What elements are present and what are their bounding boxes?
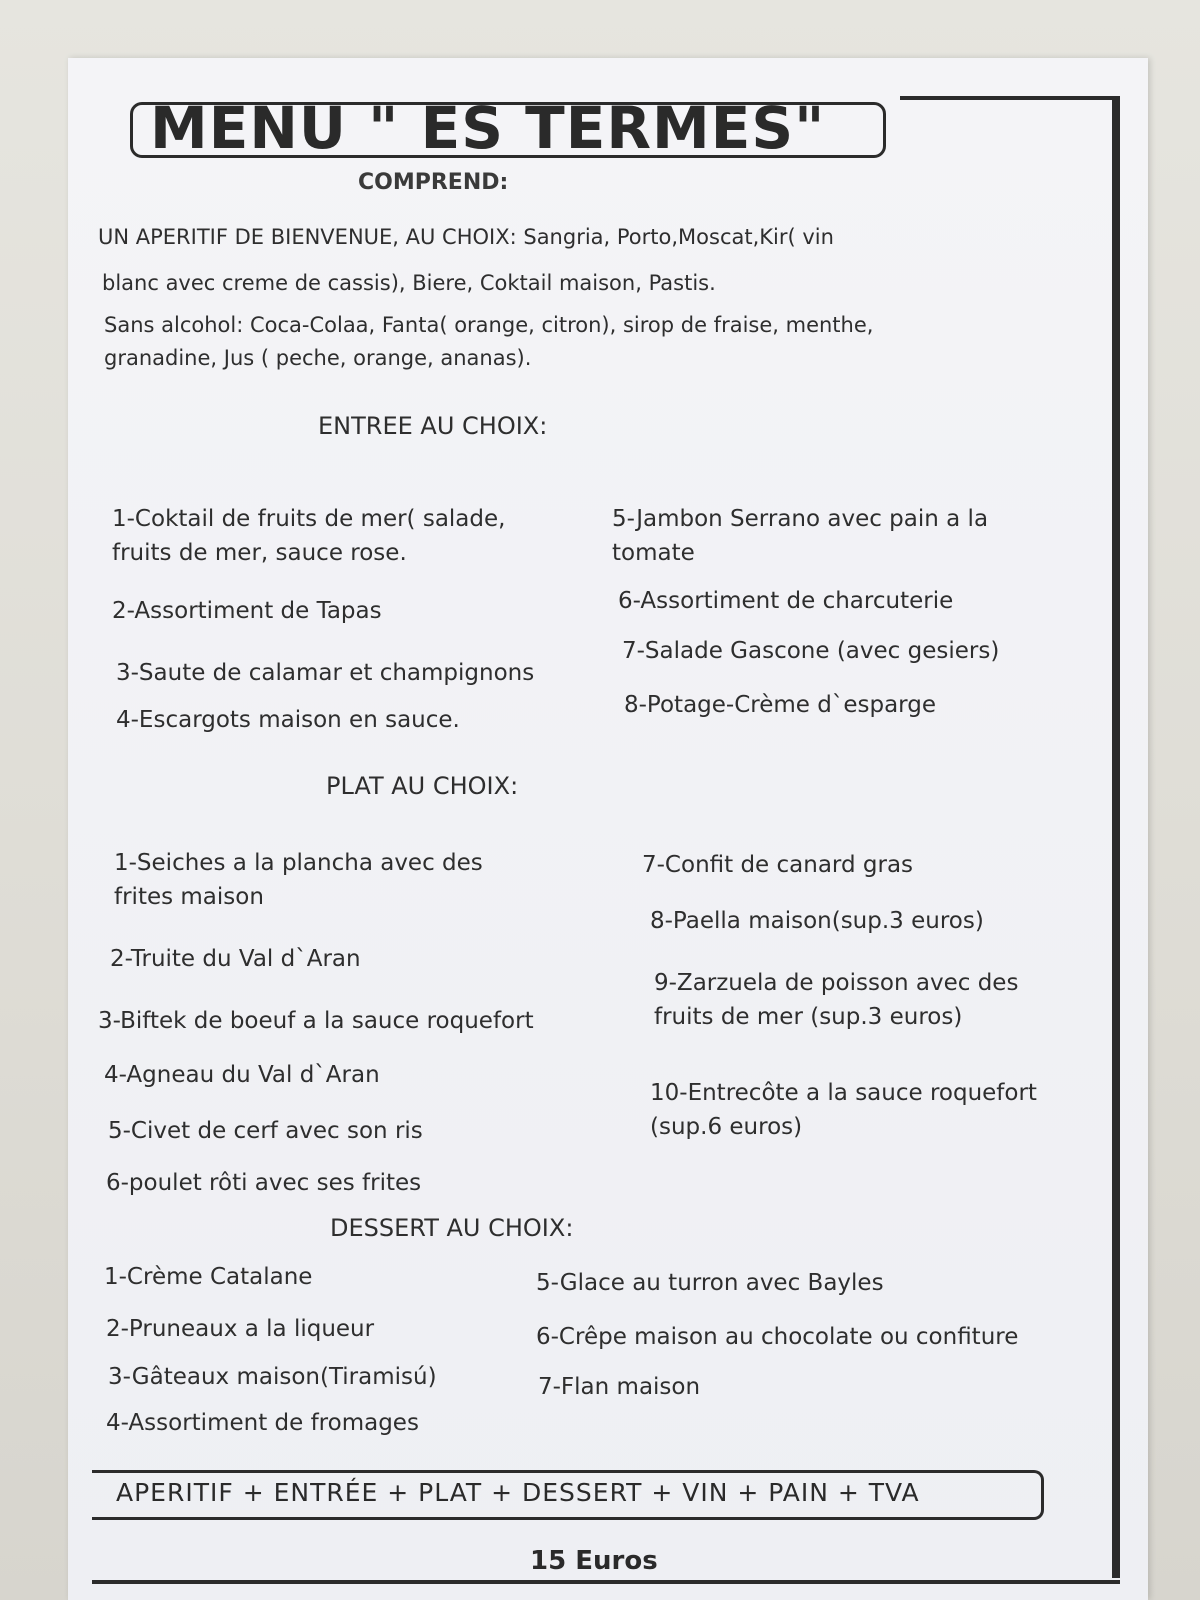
- price-text: 15 Euros: [530, 1546, 658, 1576]
- entree-item-1: [112, 502, 505, 570]
- plat-item-10: [650, 1076, 1037, 1144]
- plat-item-10-line-1: 10-Entrecôte a la sauce roquefort: [650, 1080, 1037, 1106]
- entree-item-6: 6-Assortiment de charcuterie: [618, 588, 954, 614]
- dessert-item-6: 6-Crêpe maison au chocolate ou confiture: [536, 1324, 1019, 1350]
- entree-heading: ENTREE AU CHOIX:: [318, 412, 548, 440]
- frame-border-right: [1112, 98, 1120, 1578]
- plat-item-6: 6-poulet rôti avec ses frites: [106, 1170, 422, 1196]
- aperitif-line-4: granadine, Jus ( peche, orange, ananas).: [104, 346, 532, 370]
- plat-item-1-line-1: 1-Seiches a la plancha avec des: [114, 850, 483, 876]
- plat-item-7: 7-Confit de canard gras: [642, 852, 914, 878]
- menu-subtitle: COMPREND:: [358, 170, 509, 195]
- plat-item-9-line-2: fruits de mer (sup.3 euros): [654, 1004, 963, 1030]
- entree-item-2: 2-Assortiment de Tapas: [112, 598, 382, 624]
- plat-item-4: 4-Agneau du Val d`Aran: [104, 1062, 380, 1088]
- formula-text: APERITIF + ENTRÉE + PLAT + DESSERT + VIN + PAIN + TVA: [116, 1478, 920, 1507]
- plat-item-9-line-1: 9-Zarzuela de poisson avec des: [654, 970, 1019, 996]
- plat-item-5: 5-Civet de cerf avec son ris: [108, 1118, 423, 1144]
- plat-item-1: [114, 846, 483, 914]
- plat-heading: PLAT AU CHOIX:: [326, 772, 519, 800]
- plat-item-1-line-2: frites maison: [114, 884, 264, 910]
- entree-item-1-line-1: 1-Coktail de fruits de mer( salade,: [112, 506, 506, 532]
- plat-item-8: 8-Paella maison(sup.3 euros): [650, 908, 984, 934]
- dessert-item-3: 3-Gâteaux maison(Tiramisú): [108, 1364, 437, 1390]
- menu-title: MENU " ES TERMES": [150, 94, 826, 162]
- plat-item-9: [654, 966, 1018, 1034]
- entree-item-1-line-2: fruits de mer, sauce rose.: [112, 540, 407, 566]
- dessert-heading: DESSERT AU CHOIX:: [330, 1214, 574, 1242]
- plat-item-10-line-2: (sup.6 euros): [650, 1114, 803, 1140]
- entree-item-5: [612, 502, 988, 570]
- entree-item-4: 4-Escargots maison en sauce.: [116, 707, 460, 733]
- dessert-item-1: 1-Crème Catalane: [104, 1264, 313, 1290]
- aperitif-line-3: Sans alcohol: Coca-Colaa, Fanta( orange, citron), sirop de fraise, menthe,: [104, 313, 874, 337]
- plat-item-3: 3-Biftek de boeuf a la sauce roquefort: [98, 1008, 534, 1034]
- dessert-item-5: 5-Glace au turron avec Bayles: [536, 1270, 884, 1296]
- plat-item-2: 2-Truite du Val d`Aran: [110, 946, 361, 972]
- frame-border-top: [900, 96, 1120, 100]
- entree-item-3: 3-Saute de calamar et champignons: [116, 660, 535, 686]
- frame-border-bottom: [92, 1580, 1120, 1584]
- dessert-item-7: 7-Flan maison: [538, 1374, 701, 1400]
- dessert-item-4: 4-Assortiment de fromages: [106, 1410, 419, 1436]
- dessert-item-2: 2-Pruneaux a la liqueur: [106, 1316, 375, 1342]
- aperitif-line-1: UN APERITIF DE BIENVENUE, AU CHOIX: Sangria, Porto,Moscat,Kir( vin: [98, 225, 834, 249]
- entree-item-7: 7-Salade Gascone (avec gesiers): [622, 638, 1000, 664]
- entree-item-5-line-2: tomate: [612, 540, 695, 566]
- entree-item-8: 8-Potage-Crème d`esparge: [624, 692, 936, 718]
- aperitif-line-2: blanc avec creme de cassis), Biere, Coktail maison, Pastis.: [102, 271, 716, 295]
- entree-item-5-line-1: 5-Jambon Serrano avec pain a la: [612, 506, 989, 532]
